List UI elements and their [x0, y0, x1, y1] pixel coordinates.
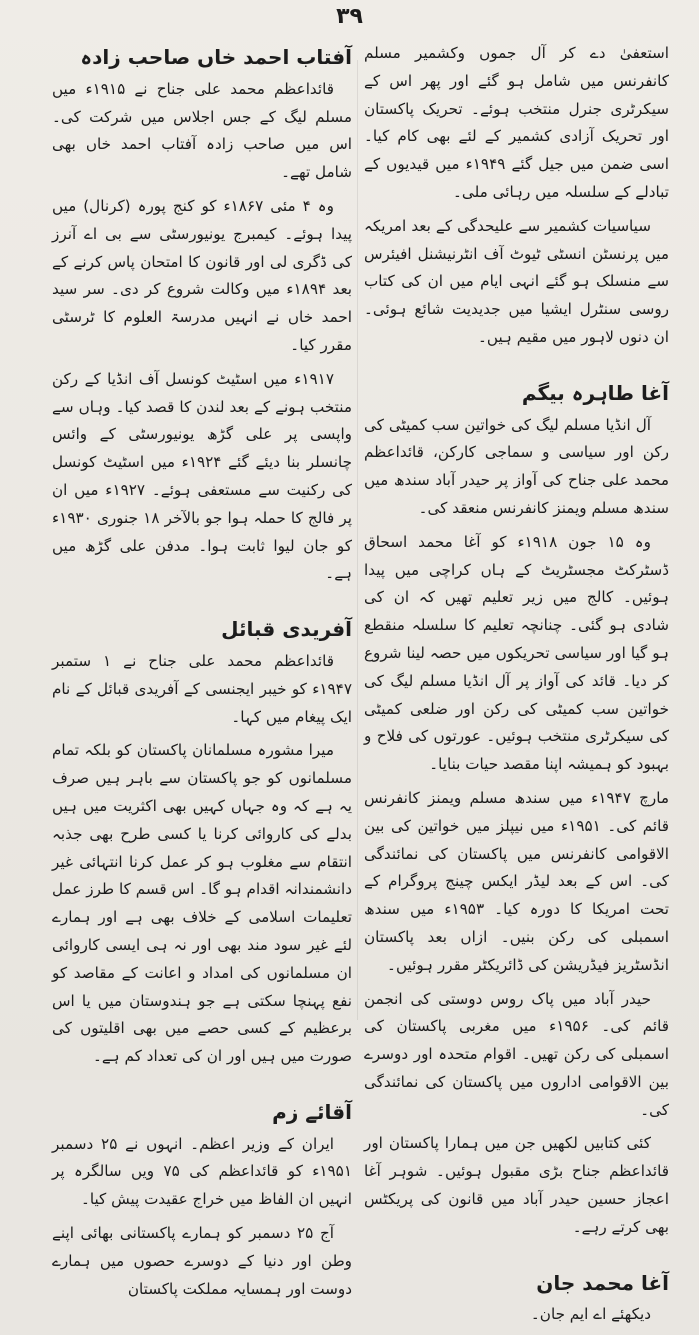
entry-heading-tahira-begum: آغا طاہرہ بیگم [521, 380, 669, 405]
paragraph: مارچ ۱۹۴۷ء میں سندھ مسلم ویمنز کانفرنس قائم کی۔ ۱۹۵۱ء میں نیپلز میں خواتین کی بین الاقوامی کانفرنس میں پاکستان کی نمائندگی کی۔ اس کے بعد لیڈر ایکس چینج پروگرام کے تحت امریکا کا دورہ کیا۔ ۱۹۵۳ء میں سندھ اسمبلی کی رکن بنیں۔ ازاں بعد پاکستان انڈسٹریز فیڈریشن کی ڈائریکٹر مقرر ہوئیں۔ [364, 788, 669, 974]
paragraph: وہ ۱۵ جون ۱۹۱۸ء کو آغا محمد اسحاق ڈسٹرکٹ مجسٹریٹ کے ہاں کراچی میں پیدا ہوئیں۔ کالج میں زیر تعلیم تھیں کہ ان کی شادی ہو گئی۔ چنانچہ تعلیم کا سلسلہ منقطع ہو گیا اور سیاسی تحریکوں میں حصہ لینا شروع کر دیا۔ قائد کی آواز پر آل انڈیا مسلم لیگ کی خواتین سب کمیٹی کی رکن اور ضلعی کمیٹی کی سیکرٹری منتخب ہوئیں۔ عورتوں کی فلاح و بہبود کو ہمیشہ اپنا مقصد حیات بنایا۔ [364, 532, 669, 774]
page-number: ۳۹ [336, 4, 363, 29]
paragraph: سیاسیات کشمیر سے علیحدگی کے بعد امریکہ میں پرنسٹن انسٹی ٹیوٹ آف انٹرنیشنل افیئرس سے منسلک ہو گئے انہی ایام میں ان کی کتاب روسی سنٹرل ایشیا میں جدیدیت شائع ہوئی۔ ان دنوں لاہور میں مقیم ہیں۔ [364, 216, 669, 346]
right-column [364, 40, 669, 1335]
spacer [364, 1248, 669, 1262]
paragraph: آج ۲۵ دسمبر کو ہمارے پاکستانی بھائی اپنے وطن اور دنیا کے دوسرے حصوں میں ہمارے دوست اور ہمسایہ مملکت پاکستان [52, 1224, 352, 1298]
paragraph: ۱۹۱۷ء میں اسٹیٹ کونسل آف انڈیا کے رکن منتخب ہونے کے بعد لندن کا قصد کیا۔ وہاں سے واپسی پر علی گڑھ یونیورسٹی کے وائس چانسلر بنا دیئے گئے ۱۹۲۴ء میں اسٹیٹ کونسل کی رکنیت سے مستعفی ہوئے۔ ۱۹۲۷ء میں ان پر فالج کا حملہ ہوا جو بالآخر ۱۸ جنوری ۱۹۳۰ء کو جان لیوا ثابت ہوا۔ مدفن علی گڑھ میں ہے۔ [52, 369, 353, 583]
paragraph: قائداعظم محمد علی جناح نے ۱ ستمبر ۱۹۴۷ء کو خیبر ایجنسی کے آفریدی قبائل کے نام ایک پیغام میں کہا۔ [52, 651, 352, 726]
column-divider [357, 60, 358, 1020]
spacer [52, 1077, 352, 1091]
cross-reference: دیکھئے اے ایم جان۔ [530, 1305, 651, 1324]
entry-heading-aqa-e-zam: آقائے زم [272, 1099, 352, 1124]
paragraph: کئی کتابیں لکھیں جن میں ہمارا پاکستان اور قائداعظم جناح بڑی مقبول ہوئیں۔ شوہر آغا اعجاز حسین حیدر آباد میں قانون کی پریکٹس بھی کرتے رہے۔ [364, 1134, 669, 1236]
spacer [364, 358, 669, 372]
paragraph: ایران کے وزیر اعظم۔ انہوں نے ۲۵ دسمبر ۱۹۵۱ء کو قائداعظم کی ۷۵ ویں سالگرہ پر انہیں ان الفاظ میں خراج عقیدت پیش کیا۔ [52, 1134, 352, 1209]
continued-paragraph: استعفیٰ دے کر آل جموں وکشمیر مسلم کانفرنس میں شامل ہو گئے اور پھر اس کے سیکرٹری جنرل منتخب ہوئے۔ تحریک پاکستان اور تحریک آزادی کشمیر کے لئے بھی کام کیا۔ اسی ضمن میں جیل گئے ۱۹۴۹ء میں قیدیوں کے تبادلے کے سلسلہ میں رہائی ملی۔ [364, 44, 669, 201]
entry-heading-aftab-ahmad-khan: آفتاب احمد خاں صاحب زادہ [80, 45, 352, 69]
entry-heading-agha-muhammad-jan: آغا محمد جان [536, 1270, 669, 1295]
left-column [52, 40, 352, 1309]
paragraph: حیدر آباد میں پاک روس دوستی کی انجمن قائم کی۔ ۱۹۵۶ء میں مغربی پاکستان کی اسمبلی کی رکن تھیں۔ اقوام متحدہ اور دوسرے بین الاقوامی اداروں میں پاکستان کی نمائندگی کی۔ [364, 989, 669, 1119]
quoted-message: میرا مشورہ مسلمانان پاکستان کو بلکہ تمام مسلمانوں کو جو پاکستان سے باہر ہیں صرف یہ ہے کہ وہ جہاں کہیں بھی اکثریت میں ہیں بدلے کی کاروائی کرنا یا کسی طرح بھی جذبہ انتقام سے مغلوب ہو کر عمل کرنا انتہائی غیر دانشمندانہ اقدام ہو گا۔ اس قسم کا طرز عمل تعلیمات اسلامی کے خلاف بھی ہے اور ہمارے لئے غیر سود مند بھی اور نہ ہی ایسی کاروائی ان مسلمانوں کی امداد و اعانت کے مقاصد کو نفع پہنچا سکتی ہے جو ہندوستان میں یا اس برعظیم کے کسی حصے میں بھی اقلیتوں کی صورت میں ہیں اور ان کی تعداد کم ہے۔ [52, 741, 352, 1066]
spacer [52, 594, 352, 608]
paragraph: قائداعظم محمد علی جناح نے ۱۹۱۵ء میں مسلم لیگ کے جس اجلاس میں شرکت کی۔ اس میں صاحب زادہ آفتاب احمد خاں بھی شامل تھے۔ [52, 79, 352, 182]
paragraph: وہ ۴ مئی ۱۸۶۷ء کو کنج پورہ (کرنال) میں پیدا ہوئے۔ کیمبرج یونیورسٹی سے بی اے آنرز کی ڈگری لی اور قانون کا امتحان پاس کرنے کے بعد ۱۸۹۴ء میں وکالت شروع کر دی۔ سر سید احمد خاں نے انہیں مدرسۃ العلوم کا ٹرسٹی مقرر کیا۔ [52, 196, 352, 354]
paragraph: آل انڈیا مسلم لیگ کی خواتین سب کمیٹی کی رکن اور سیاسی و سماجی کارکن، قائداعظم محمد علی جناح کی آواز پر حیدر آباد سندھ میں سندھ مسلم ویمنز کانفرنس منعقد کی۔ [364, 415, 669, 517]
entry-heading-afridi-qabail: آفریدی قبائل [221, 617, 352, 642]
